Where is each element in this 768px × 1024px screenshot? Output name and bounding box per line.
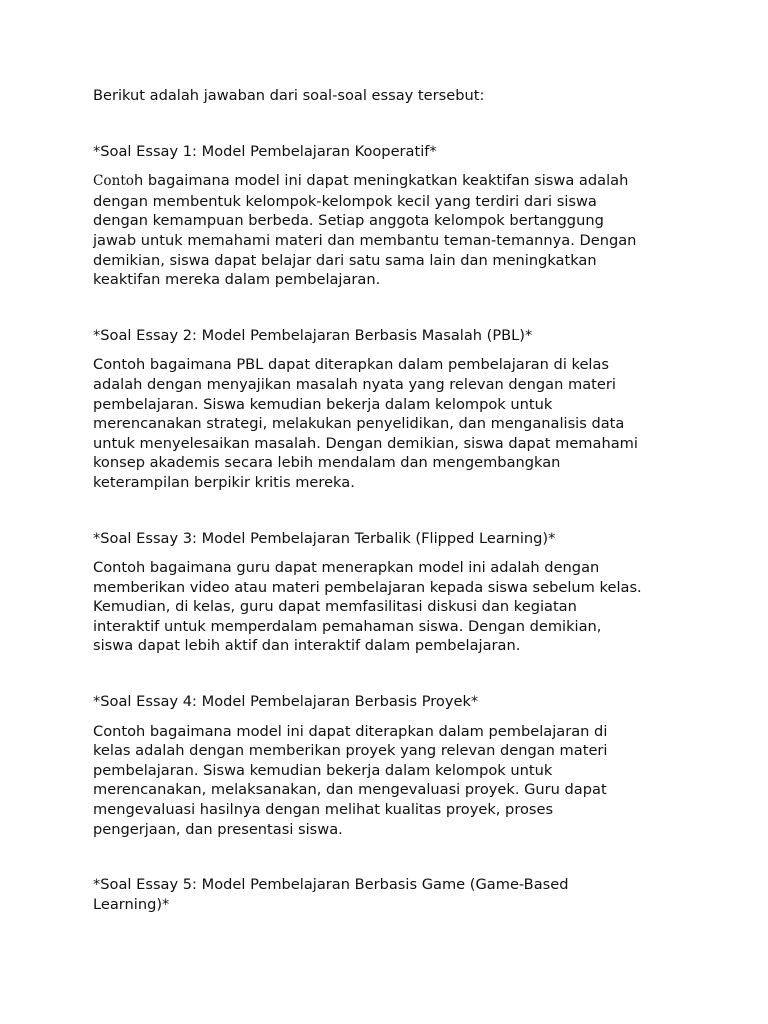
essay-section-2 <box>93 326 693 493</box>
paragraph-line: merencanakan, melaksanakan, dan mengevaluasi proyek. Guru dapat <box>93 781 607 799</box>
paragraph-line: untuk menyelesaikan masalah. Dengan demikian, siswa dapat memahami <box>93 434 638 452</box>
essay-section-4 <box>93 692 693 839</box>
paragraph-line: siswa dapat lebih aktif dan interaktif dalam pembelajaran. <box>93 637 521 655</box>
paragraph-line: interaktif untuk memperdalam pemahaman siswa. Dengan demikian, <box>93 617 602 635</box>
essay-section-1 <box>93 142 693 290</box>
paragraph-line: dengan membentuk kelompok-kelompok kecil yang terdiri dari siswa <box>93 192 597 210</box>
paragraph-line: demikian, siswa dapat belajar dari satu sama lain dan meningkatkan <box>93 251 597 269</box>
paragraph-line: Kemudian, di kelas, guru dapat memfasilitasi diskusi dan kegiatan <box>93 598 577 616</box>
document-page <box>93 86 693 914</box>
section-heading-line: *Soal Essay 5: Model Pembelajaran Berbasis Game (Game-Based <box>93 876 569 894</box>
paragraph-line: keterampilan berpikir kritis mereka. <box>93 473 355 491</box>
paragraph-line: kelas adalah dengan memberikan proyek yang relevan dengan materi <box>93 742 608 760</box>
paragraph-line: dengan kemampuan berbeda. Setiap anggota kelompok bertanggung <box>93 212 604 230</box>
paragraph-line: jawab untuk memahami materi dan membantu teman-temannya. Dengan <box>93 231 637 249</box>
section-paragraph <box>93 355 693 492</box>
paragraph-line: keaktifan mereka dalam pembelajaran. <box>93 271 381 289</box>
section-paragraph <box>93 171 693 290</box>
section-heading: *Soal Essay 1: Model Pembelajaran Kooperatif* <box>93 142 437 160</box>
paragraph-line: Contoh bagaimana guru dapat menerapkan model ini adalah dengan <box>93 559 600 577</box>
paragraph-line: merencanakan strategi, melakukan penyelidikan, dan menganalisis data <box>93 415 625 433</box>
section-heading: *Soal Essay 3: Model Pembelajaran Terbalik (Flipped Learning)* <box>93 529 556 547</box>
paragraph-line: pengerjaan, dan presentasi siswa. <box>93 820 343 838</box>
paragraph-line: konsep akademis secara lebih mendalam dan mengembangkan <box>93 454 561 472</box>
intro-text: Berikut adalah jawaban dari soal-soal essay tersebut: <box>93 87 485 104</box>
essay-section-3 <box>93 529 693 657</box>
paragraph-line: mengevaluasi hasilnya dengan melihat kualitas proyek, proses <box>93 801 554 819</box>
paragraph-line: pembelajaran. Siswa kemudian bekerja dalam kelompok untuk <box>93 395 553 413</box>
paragraph-line: adalah dengan menyajikan masalah nyata yang relevan dengan materi <box>93 375 616 393</box>
section-heading-line: Learning)* <box>93 895 170 913</box>
section-paragraph <box>93 722 693 840</box>
paragraph-line: memberikan video atau materi pembelajaran kepada siswa sebelum kelas. <box>93 578 642 596</box>
section-heading: *Soal Essay 2: Model Pembelajaran Berbasis Masalah (PBL)* <box>93 326 533 344</box>
paragraph-line-rest: h bagaimana model ini dapat meningkatkan keaktifan siswa adalah <box>134 172 629 190</box>
paragraph-line <box>93 171 693 192</box>
paragraph-line: pembelajaran. Siswa kemudian bekerja dalam kelompok untuk <box>93 761 553 779</box>
section-heading: *Soal Essay 4: Model Pembelajaran Berbasis Proyek* <box>93 693 479 711</box>
paragraph-line: Contoh bagaimana PBL dapat diterapkan dalam pembelajaran di kelas <box>93 356 610 374</box>
paragraph-lead: Conto <box>93 173 134 190</box>
paragraph-line: Contoh bagaimana model ini dapat diterapkan dalam pembelajaran di <box>93 722 608 740</box>
section-paragraph <box>93 558 693 656</box>
essay-section-5 <box>93 875 693 914</box>
